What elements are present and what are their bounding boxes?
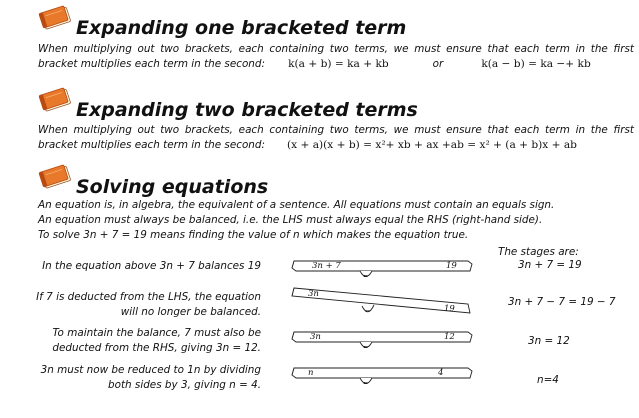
stages-title: The stages are: bbox=[498, 246, 579, 258]
section-heading-solving: Solving equations bbox=[76, 176, 269, 198]
formula-plus: k(a + b) = ka + kb bbox=[288, 58, 389, 70]
step-2-stage: 3n + 7 − 7 = 19 − 7 bbox=[508, 296, 616, 308]
book-icon bbox=[38, 87, 72, 113]
fulcrum-symbol: = bbox=[363, 344, 369, 351]
fulcrum-symbol: = bbox=[363, 380, 369, 387]
formula-minus: k(a − b) = ka −+ kb bbox=[481, 58, 591, 70]
section-text-expanding-two bbox=[38, 123, 634, 153]
section-heading-expanding-one: Expanding one bracketed term bbox=[76, 17, 407, 39]
balance-scale-2 bbox=[286, 284, 486, 324]
section-text-expanding-one bbox=[38, 42, 634, 72]
book-icon bbox=[38, 5, 72, 31]
scale-right-label: 19 bbox=[446, 261, 457, 271]
step-4-description: 3n must now be reduced to 1n by dividing both sides by 3, giving n = 4. bbox=[40, 364, 261, 391]
scale-left-label: n bbox=[308, 368, 314, 378]
fulcrum-symbol: = bbox=[363, 273, 369, 280]
scale-right-label: 19 bbox=[444, 304, 455, 314]
step-2-description: If 7 is deducted from the LHS, the equation will no longer be balanced. bbox=[36, 291, 261, 318]
intro-text: When multiplying out two brackets, each containing two terms, we must ensure that each term in the first bracket multiplies each term in the second: bbox=[38, 124, 634, 151]
step-3-stage: 3n = 12 bbox=[528, 335, 570, 347]
intro-text: When multiplying out two brackets, each containing two terms, we must ensure that each term in the first bracket multiplies each term in the second: bbox=[38, 43, 634, 70]
scale-right-label: 12 bbox=[444, 332, 455, 342]
solving-line-1: An equation is, in algebra, the equivalent of a sentence. All equations must contain an equals sign. bbox=[38, 199, 555, 211]
step-1-stage: 3n + 7 = 19 bbox=[518, 259, 582, 271]
step-4-stage: n=4 bbox=[537, 374, 559, 386]
solving-line-2: An equation must always be balanced, i.e. the LHS must always equal the RHS (right-hand side). bbox=[38, 214, 543, 226]
fulcrum-symbol: = bbox=[365, 308, 371, 315]
scale-left-label: 3n bbox=[308, 289, 319, 299]
scale-right-label: 4 bbox=[438, 368, 444, 378]
step-3-description: To maintain the balance, 7 must also be deducted from the RHS, giving 3n = 12. bbox=[52, 327, 261, 354]
scale-left-label: 3n bbox=[310, 332, 321, 342]
formula-two-brackets: (x + a)(x + b) = x²+ xb + ax +ab = x² + (a + b)x + ab bbox=[286, 139, 577, 151]
solving-line-3: To solve 3n + 7 = 19 means finding the value of n which makes the equation true. bbox=[38, 229, 469, 241]
step-1-description: In the equation above 3n + 7 balances 19 bbox=[42, 260, 261, 272]
or-word: or bbox=[432, 58, 444, 70]
balance-scale-4 bbox=[286, 358, 486, 398]
book-icon bbox=[38, 164, 72, 190]
section-heading-expanding-two: Expanding two bracketed terms bbox=[76, 99, 418, 121]
balance-scale-3 bbox=[286, 322, 486, 362]
scale-left-label: 3n + 7 bbox=[312, 261, 341, 271]
